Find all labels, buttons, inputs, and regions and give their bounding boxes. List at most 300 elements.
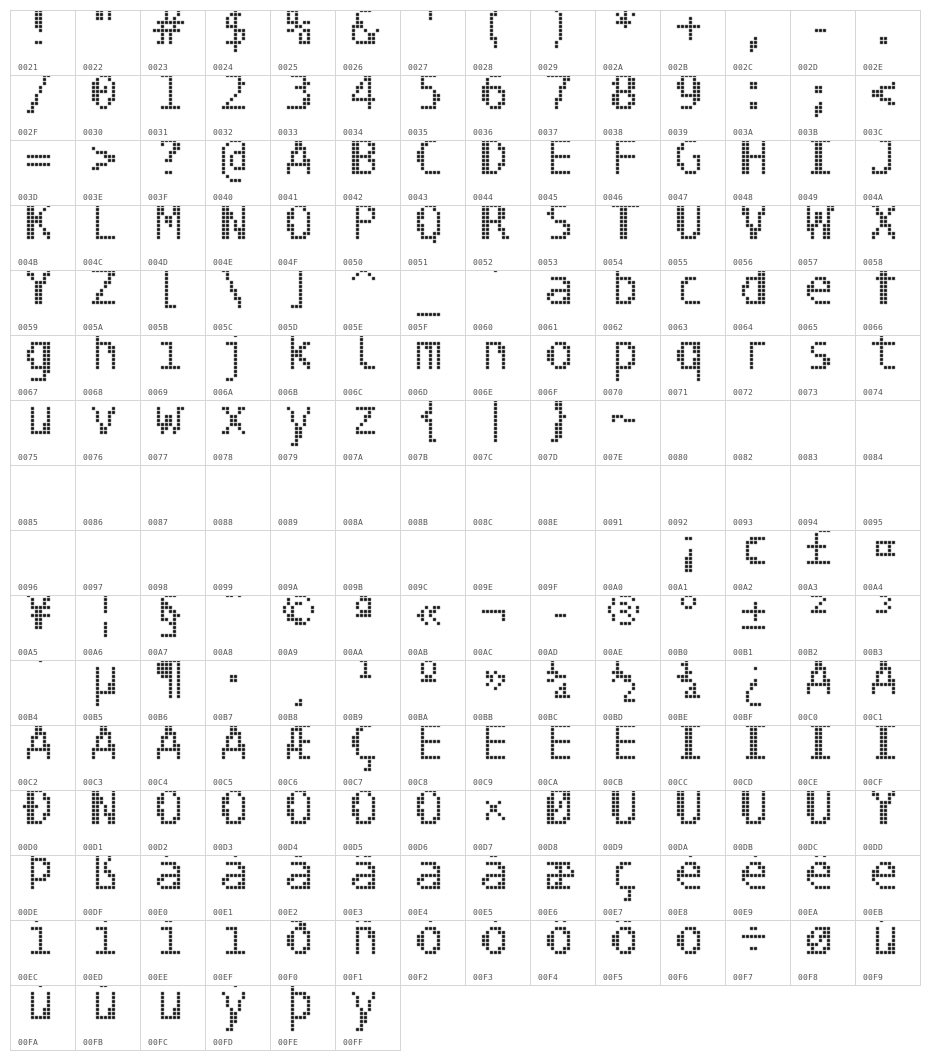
glyph-code-label: 00D5 (343, 843, 364, 852)
glyph-code-label: 0047 (668, 193, 689, 202)
glyph-cell (790, 530, 856, 596)
glyph-code-label: 00DF (83, 908, 104, 917)
glyph-code-label: 004E (213, 258, 234, 267)
glyph-code-label: 00BF (733, 713, 754, 722)
glyph-cell (140, 335, 206, 401)
glyph-preview (661, 466, 725, 514)
glyph-preview (271, 856, 335, 904)
glyph-code-label: 007B (408, 453, 429, 462)
glyph-cell (10, 75, 76, 141)
glyph-cell (400, 855, 466, 921)
glyph-code-label: 003C (863, 128, 884, 137)
glyph-preview (336, 466, 400, 514)
glyph-preview (206, 921, 270, 969)
glyph-preview (791, 401, 855, 449)
glyph-cell (790, 855, 856, 921)
glyph-cell (725, 595, 791, 661)
glyph-code-label: 009B (343, 583, 364, 592)
glyph-code-label: 00B9 (343, 713, 364, 722)
glyph-preview (11, 726, 75, 774)
glyph-code-label: 005F (408, 323, 429, 332)
glyph-preview (466, 141, 530, 189)
glyph-preview (336, 141, 400, 189)
glyph-code-label: 0086 (83, 518, 104, 527)
glyph-cell (595, 10, 661, 76)
glyph-preview (791, 726, 855, 774)
glyph-cell (790, 725, 856, 791)
glyph-cell (75, 465, 141, 531)
glyph-preview (11, 596, 75, 644)
glyph-preview (661, 401, 725, 449)
glyph-preview (856, 11, 920, 59)
glyph-preview (791, 206, 855, 254)
glyph-code-label: 0053 (538, 258, 559, 267)
glyph-cell (790, 790, 856, 856)
glyph-cell (140, 595, 206, 661)
glyph-cell (400, 465, 466, 531)
glyph-code-label: 00FF (343, 1038, 364, 1047)
glyph-grid (10, 10, 920, 1050)
glyph-preview (141, 11, 205, 59)
glyph-cell (790, 75, 856, 141)
glyph-cell (660, 920, 726, 986)
glyph-cell (465, 465, 531, 531)
glyph-code-label: 0098 (148, 583, 169, 592)
glyph-preview (596, 661, 660, 709)
glyph-code-label: 00B2 (798, 648, 819, 657)
glyph-preview (336, 726, 400, 774)
glyph-preview (336, 271, 400, 319)
glyph-cell (75, 725, 141, 791)
glyph-preview (206, 856, 270, 904)
glyph-code-label: 00F6 (668, 973, 689, 982)
glyph-cell (10, 205, 76, 271)
glyph-code-label: 0097 (83, 583, 104, 592)
glyph-preview (466, 76, 530, 124)
glyph-cell (10, 790, 76, 856)
glyph-cell (530, 400, 596, 466)
glyph-preview (141, 596, 205, 644)
glyph-preview (596, 76, 660, 124)
glyph-preview (791, 596, 855, 644)
glyph-preview (11, 531, 75, 579)
glyph-code-label: 0064 (733, 323, 754, 332)
glyph-preview (401, 661, 465, 709)
glyph-preview (11, 141, 75, 189)
glyph-code-label: 0055 (668, 258, 689, 267)
glyph-cell (595, 595, 661, 661)
glyph-code-label: 0093 (733, 518, 754, 527)
glyph-preview (271, 921, 335, 969)
glyph-cell (140, 660, 206, 726)
glyph-code-label: 0071 (668, 388, 689, 397)
glyph-code-label: 00F5 (603, 973, 624, 982)
glyph-cell (270, 725, 336, 791)
glyph-preview (401, 76, 465, 124)
glyph-preview (791, 531, 855, 579)
glyph-cell (75, 205, 141, 271)
glyph-code-label: 00A8 (213, 648, 234, 657)
glyph-preview (271, 206, 335, 254)
glyph-cell (10, 920, 76, 986)
glyph-cell (660, 855, 726, 921)
glyph-code-label: 0095 (863, 518, 884, 527)
glyph-cell (140, 205, 206, 271)
glyph-preview (726, 791, 790, 839)
glyph-preview (336, 76, 400, 124)
glyph-preview (271, 336, 335, 384)
glyph-cell (335, 530, 401, 596)
glyph-cell (725, 790, 791, 856)
glyph-code-label: 002E (863, 63, 884, 72)
glyph-cell (335, 855, 401, 921)
glyph-preview (856, 596, 920, 644)
glyph-code-label: 00F9 (863, 973, 884, 982)
glyph-code-label: 00E2 (278, 908, 299, 917)
glyph-preview (141, 206, 205, 254)
glyph-code-label: 0061 (538, 323, 559, 332)
glyph-cell (140, 790, 206, 856)
glyph-preview (596, 336, 660, 384)
glyph-preview (76, 141, 140, 189)
glyph-cell (75, 400, 141, 466)
glyph-cell (270, 140, 336, 206)
glyph-code-label: 0035 (408, 128, 429, 137)
glyph-code-label: 002D (798, 63, 819, 72)
glyph-code-label: 00B4 (18, 713, 39, 722)
glyph-cell (270, 920, 336, 986)
glyph-preview (336, 921, 400, 969)
glyph-cell (465, 140, 531, 206)
glyph-cell (335, 140, 401, 206)
glyph-preview (336, 856, 400, 904)
glyph-preview (856, 531, 920, 579)
glyph-code-label: 0096 (18, 583, 39, 592)
glyph-preview (11, 401, 75, 449)
glyph-cell (595, 335, 661, 401)
glyph-preview (596, 11, 660, 59)
glyph-cell (790, 595, 856, 661)
glyph-preview (141, 856, 205, 904)
glyph-code-label: 0052 (473, 258, 494, 267)
glyph-cell (205, 790, 271, 856)
glyph-cell (400, 595, 466, 661)
glyph-cell (530, 465, 596, 531)
glyph-preview (791, 271, 855, 319)
glyph-preview (76, 856, 140, 904)
glyph-cell (140, 985, 206, 1051)
glyph-preview (336, 206, 400, 254)
glyph-preview (76, 726, 140, 774)
glyph-code-label: 00F1 (343, 973, 364, 982)
glyph-preview (336, 531, 400, 579)
glyph-code-label: 00EB (863, 908, 884, 917)
glyph-cell (140, 270, 206, 336)
glyph-preview (596, 401, 660, 449)
glyph-code-label: 0083 (798, 453, 819, 462)
glyph-preview (661, 856, 725, 904)
glyph-preview (531, 466, 595, 514)
glyph-code-label: 0077 (148, 453, 169, 462)
glyph-preview (531, 726, 595, 774)
glyph-code-label: 0054 (603, 258, 624, 267)
glyph-cell (270, 530, 336, 596)
glyph-cell (725, 465, 791, 531)
glyph-preview (856, 856, 920, 904)
glyph-cell (530, 270, 596, 336)
glyph-cell (790, 140, 856, 206)
glyph-code-label: 00E0 (148, 908, 169, 917)
glyph-preview (531, 76, 595, 124)
glyph-cell (400, 530, 466, 596)
glyph-cell (660, 400, 726, 466)
glyph-code-label: 00E1 (213, 908, 234, 917)
glyph-code-label: 00D1 (83, 843, 104, 852)
glyph-cell (205, 530, 271, 596)
glyph-cell (725, 855, 791, 921)
glyph-code-label: 0089 (278, 518, 299, 527)
glyph-code-label: 006D (408, 388, 429, 397)
glyph-code-label: 00A9 (278, 648, 299, 657)
glyph-code-label: 002F (18, 128, 39, 137)
glyph-code-label: 00FE (278, 1038, 299, 1047)
glyph-code-label: 0036 (473, 128, 494, 137)
glyph-cell (270, 465, 336, 531)
glyph-code-label: 008C (473, 518, 494, 527)
glyph-preview (661, 661, 725, 709)
glyph-preview (206, 206, 270, 254)
glyph-preview (596, 596, 660, 644)
glyph-preview (466, 206, 530, 254)
glyph-cell (400, 140, 466, 206)
glyph-code-label: 00EA (798, 908, 819, 917)
glyph-preview (11, 921, 75, 969)
glyph-preview (206, 466, 270, 514)
glyph-preview (726, 76, 790, 124)
glyph-preview (531, 271, 595, 319)
glyph-cell (75, 530, 141, 596)
glyph-cell (205, 595, 271, 661)
glyph-preview (726, 336, 790, 384)
glyph-preview (401, 271, 465, 319)
glyph-cell (790, 660, 856, 726)
glyph-preview (11, 661, 75, 709)
glyph-code-label: 00B5 (83, 713, 104, 722)
glyph-code-label: 003B (798, 128, 819, 137)
glyph-cell (725, 660, 791, 726)
glyph-cell (855, 595, 921, 661)
glyph-code-label: 00AC (473, 648, 494, 657)
glyph-cell (140, 855, 206, 921)
glyph-code-label: 00A3 (798, 583, 819, 592)
glyph-cell (660, 335, 726, 401)
glyph-code-label: 00DD (863, 843, 884, 852)
glyph-cell (465, 595, 531, 661)
glyph-preview (661, 336, 725, 384)
glyph-preview (271, 986, 335, 1034)
glyph-preview (791, 11, 855, 59)
glyph-preview (271, 531, 335, 579)
glyph-code-label: 00EC (18, 973, 39, 982)
glyph-preview (76, 11, 140, 59)
glyph-cell (790, 335, 856, 401)
glyph-code-label: 007A (343, 453, 364, 462)
glyph-code-label: 0079 (278, 453, 299, 462)
glyph-cell (660, 270, 726, 336)
glyph-preview (76, 921, 140, 969)
glyph-cell (140, 530, 206, 596)
glyph-cell (335, 725, 401, 791)
glyph-cell (660, 530, 726, 596)
glyph-preview (856, 336, 920, 384)
glyph-code-label: 00EF (213, 973, 234, 982)
glyph-preview (531, 11, 595, 59)
glyph-code-label: 00E5 (473, 908, 494, 917)
glyph-cell (855, 465, 921, 531)
glyph-cell (465, 270, 531, 336)
glyph-cell (10, 465, 76, 531)
glyph-code-label: 00BD (603, 713, 624, 722)
glyph-cell (855, 205, 921, 271)
glyph-preview (466, 271, 530, 319)
glyph-preview (271, 11, 335, 59)
glyph-code-label: 0040 (213, 193, 234, 202)
glyph-preview (76, 531, 140, 579)
glyph-preview (661, 596, 725, 644)
glyph-cell (465, 400, 531, 466)
glyph-preview (791, 661, 855, 709)
glyph-code-label: 0033 (278, 128, 299, 137)
glyph-preview (856, 791, 920, 839)
glyph-code-label: 00F2 (408, 973, 429, 982)
glyph-code-label: 00A1 (668, 583, 689, 592)
glyph-code-label: 00EE (148, 973, 169, 982)
glyph-preview (76, 271, 140, 319)
glyph-code-label: 00A5 (18, 648, 39, 657)
glyph-cell (205, 855, 271, 921)
glyph-cell (855, 400, 921, 466)
glyph-preview (206, 336, 270, 384)
glyph-preview (206, 401, 270, 449)
glyph-code-label: 006F (538, 388, 559, 397)
glyph-cell (10, 985, 76, 1051)
glyph-code-label: 0099 (213, 583, 234, 592)
glyph-code-label: 006A (213, 388, 234, 397)
glyph-code-label: 00C4 (148, 778, 169, 787)
glyph-cell (465, 790, 531, 856)
glyph-preview (11, 466, 75, 514)
glyph-code-label: 00E6 (538, 908, 559, 917)
glyph-cell (270, 660, 336, 726)
glyph-preview (466, 661, 530, 709)
glyph-cell (270, 270, 336, 336)
glyph-preview (401, 141, 465, 189)
glyph-code-label: 00D4 (278, 843, 299, 852)
glyph-code-label: 00F7 (733, 973, 754, 982)
glyph-preview (856, 401, 920, 449)
glyph-code-label: 0062 (603, 323, 624, 332)
glyph-preview (336, 11, 400, 59)
glyph-preview (141, 986, 205, 1034)
glyph-code-label: 0094 (798, 518, 819, 527)
glyph-code-label: 00E3 (343, 908, 364, 917)
glyph-cell (790, 400, 856, 466)
glyph-cell (855, 725, 921, 791)
glyph-code-label: 00BE (668, 713, 689, 722)
glyph-cell (725, 400, 791, 466)
glyph-cell (140, 75, 206, 141)
glyph-code-label: 00DC (798, 843, 819, 852)
glyph-code-label: 0068 (83, 388, 104, 397)
glyph-cell (10, 595, 76, 661)
glyph-preview (76, 596, 140, 644)
glyph-code-label: 0048 (733, 193, 754, 202)
glyph-cell (400, 920, 466, 986)
glyph-cell (10, 855, 76, 921)
glyph-preview (401, 466, 465, 514)
glyph-cell (205, 270, 271, 336)
glyph-cell (855, 270, 921, 336)
glyph-preview (726, 596, 790, 644)
glyph-code-label: 002B (668, 63, 689, 72)
glyph-code-label: 00A0 (603, 583, 624, 592)
glyph-code-label: 00D9 (603, 843, 624, 852)
glyph-preview (726, 661, 790, 709)
glyph-code-label: 00FA (18, 1038, 39, 1047)
glyph-cell (855, 530, 921, 596)
glyph-code-label: 0038 (603, 128, 624, 137)
glyph-code-label: 0037 (538, 128, 559, 137)
glyph-code-label: 004F (278, 258, 299, 267)
glyph-preview (336, 791, 400, 839)
glyph-preview (466, 531, 530, 579)
glyph-code-label: 0042 (343, 193, 364, 202)
glyph-code-label: 0087 (148, 518, 169, 527)
glyph-code-label: 00C6 (278, 778, 299, 787)
glyph-preview (141, 271, 205, 319)
glyph-cell (530, 530, 596, 596)
glyph-preview (206, 596, 270, 644)
glyph-cell (790, 205, 856, 271)
glyph-code-label: 00F8 (798, 973, 819, 982)
glyph-cell (595, 205, 661, 271)
glyph-cell (335, 75, 401, 141)
glyph-cell (140, 400, 206, 466)
glyph-code-label: 005E (343, 323, 364, 332)
glyph-preview (661, 921, 725, 969)
glyph-preview (336, 986, 400, 1034)
glyph-code-label: 0045 (538, 193, 559, 202)
glyph-code-label: 0034 (343, 128, 364, 137)
glyph-code-label: 0056 (733, 258, 754, 267)
glyph-preview (206, 76, 270, 124)
glyph-code-label: 00A2 (733, 583, 754, 592)
glyph-preview (661, 791, 725, 839)
glyph-cell (205, 920, 271, 986)
glyph-preview (791, 76, 855, 124)
glyph-code-label: 003D (18, 193, 39, 202)
glyph-cell (10, 530, 76, 596)
glyph-cell (725, 75, 791, 141)
glyph-cell (465, 335, 531, 401)
glyph-code-label: 008A (343, 518, 364, 527)
glyph-code-label: 0084 (863, 453, 884, 462)
glyph-cell (530, 205, 596, 271)
glyph-cell (335, 985, 401, 1051)
glyph-code-label: 00C2 (18, 778, 39, 787)
glyph-preview (76, 661, 140, 709)
glyph-preview (206, 531, 270, 579)
